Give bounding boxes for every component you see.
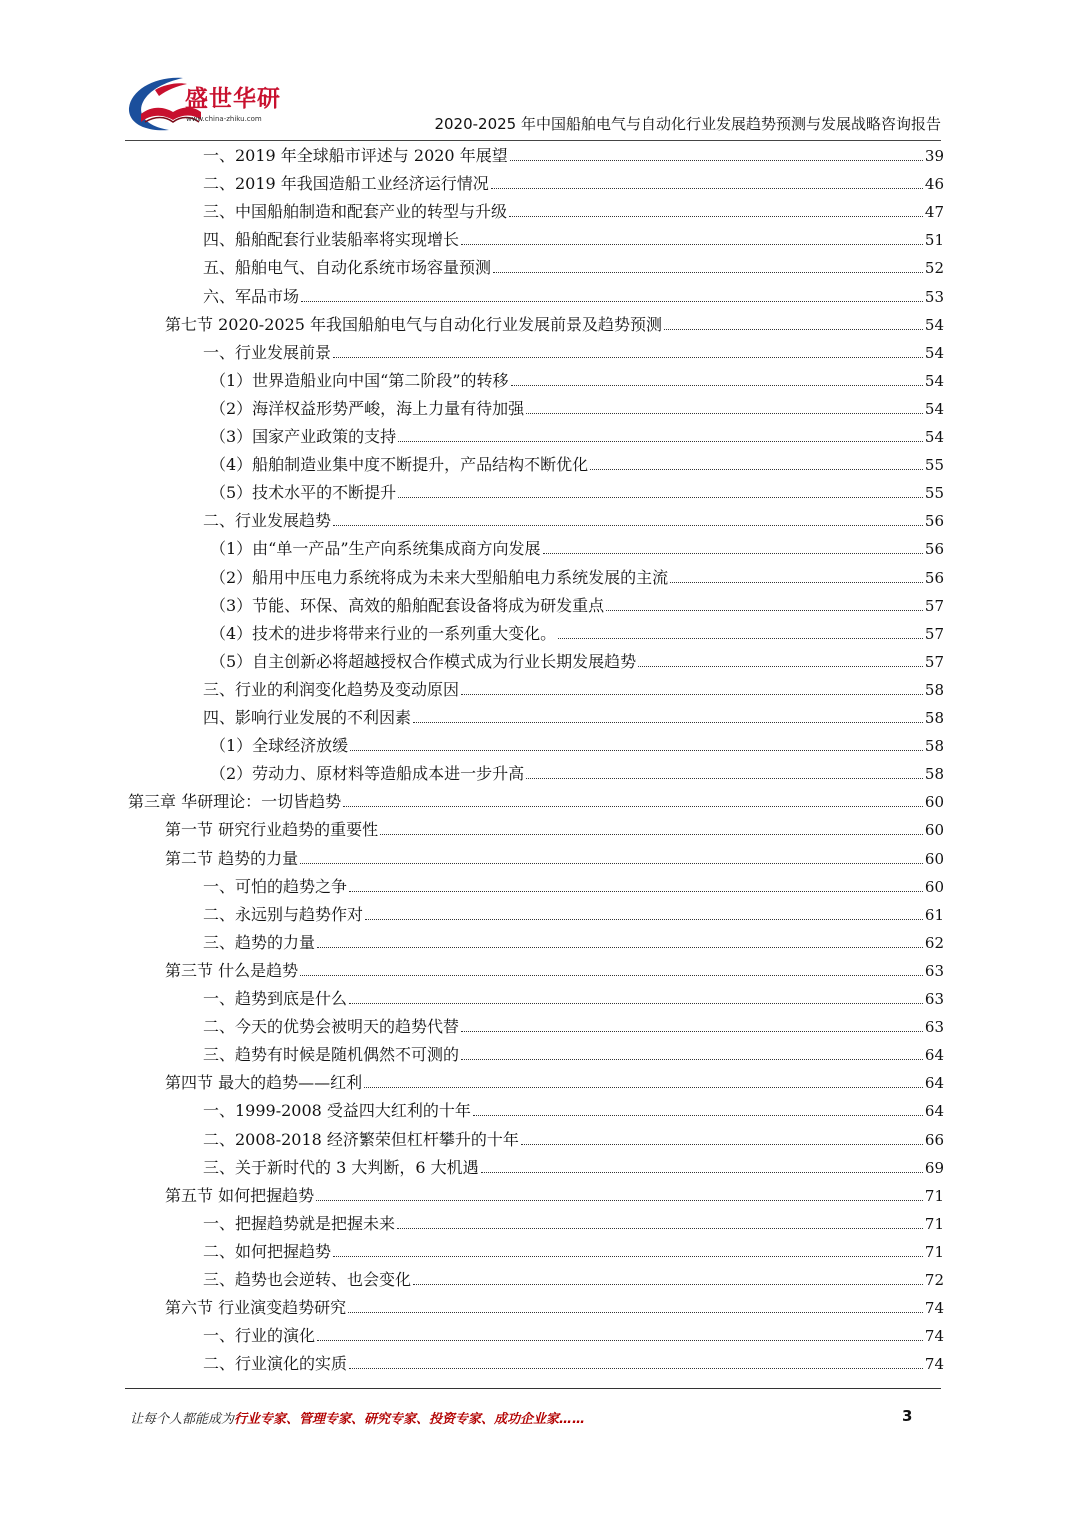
toc-entry-label: （1）全球经济放缓	[210, 736, 349, 756]
toc-entry[interactable]	[165, 1182, 944, 1210]
toc-entry-page: 72	[924, 1271, 944, 1289]
toc-leader-dots	[300, 975, 923, 976]
toc-entry-label: 一、趋势到底是什么	[203, 989, 348, 1008]
toc-entry-label: （4）技术的进步将带来行业的一系列重大变化。	[210, 623, 557, 643]
toc-entry[interactable]	[165, 957, 944, 985]
toc-leader-dots	[348, 1312, 923, 1313]
toc-entry-page: 63	[924, 1018, 944, 1037]
toc-entry-label: 第五节 如何把握趋势	[165, 1185, 315, 1205]
logo-url: www.china-zhiku.com	[186, 115, 262, 123]
toc-entry-page: 60	[924, 793, 944, 812]
toc-leader-dots	[461, 244, 923, 245]
toc-leader-dots	[301, 301, 923, 302]
toc-entry-page: 58	[924, 709, 944, 727]
toc-entry[interactable]	[128, 788, 944, 816]
toc-entry-label: 第三章 华研理论：一切皆趋势	[128, 792, 342, 812]
toc-entry-page: 74	[924, 1327, 944, 1346]
toc-entry-label: 二、行业演化的实质	[203, 1354, 348, 1374]
toc-leader-dots	[317, 1340, 923, 1341]
toc-leader-dots	[526, 778, 923, 779]
toc-entry[interactable]	[165, 1069, 944, 1097]
toc-entry[interactable]	[210, 592, 944, 620]
toc-entry-label: 二、永远别与趋势作对	[203, 904, 364, 924]
toc-leader-dots	[638, 666, 923, 667]
toc-leader-dots	[413, 1284, 923, 1285]
toc-entry-page: 71	[924, 1214, 944, 1233]
toc-entry-label: （5）自主创新必将超越授权合作模式成为行业长期发展趋势	[210, 651, 637, 671]
toc-entry-label: （1）世界造船业向中国“第二阶段”的转移	[210, 370, 509, 390]
header-divider	[125, 140, 941, 141]
toc-leader-dots	[509, 216, 923, 217]
toc-entry-page: 60	[924, 821, 944, 840]
toc-entry-page: 63	[924, 990, 944, 1008]
toc-entry[interactable]	[210, 648, 944, 676]
toc-entry-page: 39	[924, 147, 944, 165]
toc-leader-dots	[349, 1003, 923, 1004]
toc-entry[interactable]	[165, 816, 944, 844]
toc-entry-page: 71	[924, 1242, 944, 1261]
toc-leader-dots	[511, 385, 923, 386]
toc-entry-page: 54	[924, 428, 944, 446]
toc-entry[interactable]	[203, 873, 944, 901]
toc-entry[interactable]	[210, 620, 944, 648]
toc-entry-page: 54	[924, 315, 944, 334]
toc-leader-dots	[380, 834, 923, 835]
toc-entry-label: （3）节能、环保、高效的船舶配套设备将成为研发重点	[210, 595, 605, 615]
toc-entry[interactable]	[203, 985, 944, 1013]
toc-entry-label: 第三节 什么是趋势	[165, 960, 299, 980]
toc-leader-dots	[317, 947, 923, 948]
toc-entry-page: 56	[924, 568, 944, 587]
toc-entry-label: 三、趋势的力量	[203, 932, 316, 952]
toc-leader-dots	[664, 329, 923, 330]
toc-entry[interactable]	[210, 732, 944, 760]
toc-entry-page: 64	[924, 1046, 944, 1065]
toc-entry-label: 二、行业发展趋势	[203, 511, 332, 531]
toc-leader-dots	[526, 413, 923, 414]
toc-entry-page: 56	[924, 540, 944, 559]
toc-entry[interactable]	[203, 704, 944, 732]
toc-entry-label: 第七节 2020-2025 年我国船舶电气与自动化行业发展前景及趋势预测	[165, 314, 663, 334]
footer-divider	[125, 1388, 941, 1389]
toc-leader-dots	[333, 1256, 923, 1257]
toc-entry[interactable]	[203, 1266, 944, 1294]
toc-entry[interactable]	[203, 142, 944, 170]
toc-leader-dots	[543, 553, 923, 554]
toc-entry-page: 74	[924, 1299, 944, 1318]
toc-entry[interactable]	[203, 1238, 944, 1266]
toc-entry-page: 54	[924, 399, 944, 418]
toc-entry-label: 第一节 研究行业趋势的重要性	[165, 820, 379, 840]
toc-leader-dots	[350, 750, 923, 751]
toc-entry-page: 56	[924, 512, 944, 531]
toc-entry[interactable]	[203, 1041, 944, 1069]
toc-entry-label: 一、可怕的趋势之争	[203, 876, 348, 896]
toc-entry-label: 一、把握趋势就是把握未来	[203, 1213, 396, 1233]
toc-entry-page: 55	[924, 484, 944, 503]
toc-entry-label: 五、船舶电气、自动化系统市场容量预测	[203, 258, 492, 278]
toc-entry-page: 53	[924, 287, 944, 306]
toc-entry-page: 54	[924, 343, 944, 362]
toc-leader-dots	[491, 188, 923, 189]
toc-leader-dots	[413, 722, 923, 723]
report-title: 2020-2025 年中国船舶电气与自动化行业发展趋势预测与发展战略咨询报告	[434, 115, 941, 133]
toc-entry-page: 60	[924, 877, 944, 896]
toc-leader-dots	[398, 497, 923, 498]
toc-leader-dots	[461, 694, 923, 695]
toc-leader-dots	[473, 1115, 923, 1116]
toc-entry-label: 三、关于新时代的 3 大判断，6 大机遇	[203, 1157, 479, 1177]
toc-entry-label: （5）技术水平的不断提升	[210, 483, 397, 503]
logo-name: 盛世华研	[185, 86, 281, 112]
toc-entry-label: （4）船舶制造业集中度不断提升，产品结构不断优化	[210, 455, 589, 475]
toc-leader-dots	[493, 272, 923, 273]
toc-entry-page: 58	[924, 737, 944, 756]
toc-leader-dots	[343, 806, 923, 807]
toc-entry-label: 二、如何把握趋势	[203, 1241, 332, 1261]
toc-entry[interactable]	[210, 367, 944, 395]
toc-leader-dots	[365, 919, 923, 920]
toc-entry-page: 61	[924, 905, 944, 924]
toc-entry-label: 第二节 趋势的力量	[165, 848, 299, 868]
toc-leader-dots	[670, 582, 923, 583]
toc-entry-page: 64	[924, 1102, 944, 1121]
toc-entry[interactable]	[210, 760, 944, 788]
toc-entry-label: 一、行业发展前景	[203, 342, 332, 362]
toc-entry-page: 69	[924, 1158, 944, 1177]
toc-entry-page: 74	[924, 1355, 944, 1374]
toc-entry-label: 一、1999-2008 受益四大红利的十年	[203, 1101, 471, 1121]
toc-entry-page: 58	[924, 680, 944, 699]
toc-entry[interactable]	[210, 535, 944, 563]
toc-entry-label: （2）船用中压电力系统将成为未来大型船舶电力系统发展的主流	[210, 567, 669, 587]
toc-entry-label: 四、影响行业发展的不利因素	[203, 708, 412, 727]
footer-slogan-highlight: 行业专家、管理专家、研究专家、投资专家、成功企业家……	[234, 1412, 586, 1427]
toc-entry[interactable]	[203, 929, 944, 957]
toc-entry-label: 三、中国船舶制造和配套产业的转型与升级	[203, 202, 508, 222]
toc-entry-label: 二、今天的优势会被明天的趋势代替	[203, 1017, 460, 1037]
toc-entry-label: （1）由“单一产品”生产向系统集成商方向发展	[210, 539, 541, 559]
toc-entry-label: 二、2008-2018 经济繁荣但杠杆攀升的十年	[203, 1129, 519, 1149]
toc-entry-label: 三、趋势有时候是随机偶然不可测的	[203, 1045, 460, 1065]
toc-leader-dots	[333, 357, 923, 358]
toc-entry-page: 57	[924, 624, 944, 643]
toc-entry[interactable]	[203, 676, 944, 704]
toc-leader-dots	[606, 610, 923, 611]
toc-leader-dots	[349, 891, 923, 892]
toc-leader-dots	[510, 160, 923, 161]
toc-leader-dots	[398, 441, 923, 442]
toc-entry-label: （2）海洋权益形势严峻，海上力量有待加强	[210, 398, 525, 418]
toc-entry[interactable]	[203, 254, 944, 282]
toc-entry[interactable]	[203, 1013, 944, 1041]
toc-leader-dots	[590, 469, 923, 470]
toc-leader-dots	[397, 1228, 923, 1229]
toc-entry[interactable]	[203, 901, 944, 929]
toc-entry-page: 60	[924, 849, 944, 868]
toc-entry-label: 一、行业的演化	[203, 1326, 316, 1346]
toc-entry-page: 52	[924, 259, 944, 278]
toc-entry-page: 62	[924, 933, 944, 952]
toc-entry[interactable]	[165, 311, 944, 339]
page-number: 3	[902, 1407, 913, 1425]
toc-entry-page: 58	[924, 765, 944, 784]
toc-entry-page: 46	[924, 175, 944, 194]
toc-entry[interactable]	[210, 479, 944, 507]
toc-leader-dots	[461, 1059, 923, 1060]
toc-entry[interactable]	[165, 845, 944, 873]
toc-entry-page: 57	[924, 596, 944, 615]
toc-entry-label: 第四节 最大的趋势——红利	[165, 1073, 363, 1093]
toc-entry-label: 四、船舶配套行业装船率将实现增长	[203, 230, 460, 250]
toc-leader-dots	[521, 1144, 923, 1145]
toc-entry-page: 64	[924, 1074, 944, 1093]
footer-slogan	[130, 1408, 585, 1427]
toc-entry-label: 六、军品市场	[203, 286, 300, 306]
toc-entry-label: （3）国家产业政策的支持	[210, 427, 397, 446]
toc-leader-dots	[364, 1087, 923, 1088]
toc-leader-dots	[316, 1200, 923, 1201]
toc-entry[interactable]	[210, 423, 944, 451]
toc-entry[interactable]	[203, 226, 944, 254]
toc-entry-page: 55	[924, 456, 944, 475]
toc-entry-page: 63	[924, 961, 944, 980]
toc-entry-label: 三、趋势也会逆转、也会变化	[203, 1270, 412, 1289]
toc-leader-dots	[481, 1172, 923, 1173]
toc-entry-label: 三、行业的利润变化趋势及变动原因	[203, 679, 460, 699]
toc-entry[interactable]	[203, 170, 944, 198]
toc-entry[interactable]	[203, 1097, 944, 1125]
toc-entry-page: 51	[924, 231, 944, 250]
toc-entry-label: 第六节 行业演变趋势研究	[165, 1298, 347, 1318]
toc-entry-label: 二、2019 年我国造船工业经济运行情况	[203, 174, 489, 194]
toc-leader-dots	[558, 638, 923, 639]
toc-entry[interactable]	[203, 1322, 944, 1350]
toc-entry[interactable]	[203, 1154, 944, 1182]
toc-entry[interactable]	[210, 564, 944, 592]
toc-entry[interactable]	[165, 1294, 944, 1322]
toc-entry[interactable]	[203, 198, 944, 226]
toc-entry[interactable]	[210, 451, 944, 479]
toc-entry-page: 57	[924, 652, 944, 671]
toc-entry[interactable]	[203, 507, 944, 535]
toc-entry-label: （2）劳动力、原材料等造船成本进一步升高	[210, 764, 525, 784]
toc-entry[interactable]	[203, 1126, 944, 1154]
toc-entry[interactable]	[203, 283, 944, 311]
toc-entry[interactable]	[210, 395, 944, 423]
toc-leader-dots	[333, 525, 923, 526]
toc-entry-label: 一、2019 年全球船市评述与 2020 年展望	[203, 146, 508, 165]
toc-entry-page: 54	[924, 371, 944, 390]
footer-slogan-prefix: 让每个人都能成为	[130, 1412, 235, 1427]
toc-entry[interactable]	[203, 339, 944, 367]
toc-entry-page: 47	[924, 203, 944, 222]
toc-leader-dots	[349, 1368, 923, 1369]
toc-entry-page: 66	[924, 1130, 944, 1149]
toc-leader-dots	[300, 863, 923, 864]
toc-entry-page: 71	[924, 1186, 944, 1205]
toc-entry[interactable]	[203, 1350, 944, 1378]
toc-leader-dots	[461, 1031, 923, 1032]
toc-entry[interactable]	[203, 1210, 944, 1238]
